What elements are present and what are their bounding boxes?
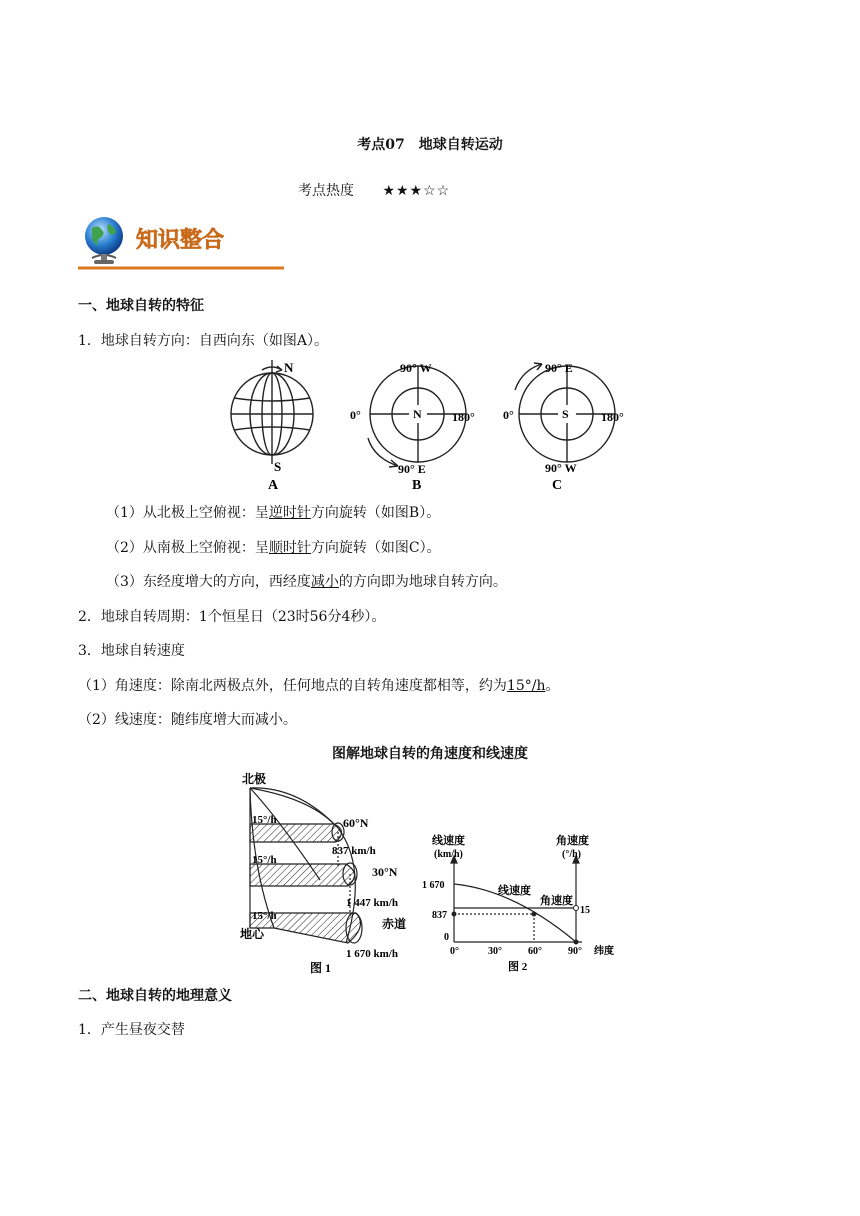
fig1-equator: 赤道: [382, 917, 407, 931]
sub-item-3: [106, 571, 507, 591]
fig1-north-pole: 北极: [242, 772, 267, 786]
globe-b-caption: B: [412, 478, 422, 493]
fig2-ylabel-left: 线速度: [432, 835, 465, 847]
globe-b-left: 0°: [350, 408, 361, 422]
fig2-tick-0: 0: [444, 932, 449, 943]
fig2-x60: 60°: [528, 946, 542, 957]
fig1-caption: 图 1: [310, 961, 332, 975]
globe-c-caption: C: [552, 478, 563, 493]
page-title: 考点07 地球自转运动: [357, 137, 503, 153]
sub-item-1: [106, 502, 440, 522]
fig2-x0: 0°: [450, 946, 459, 957]
globe-a-caption: A: [268, 478, 279, 493]
globe-c-right: 180°: [601, 410, 624, 424]
globe-c-center: S: [562, 407, 569, 421]
heat-rating: [298, 180, 450, 200]
sub2-b: 方向旋转（如图C）。: [310, 540, 441, 556]
section2-item1: 1．产生昼夜交替: [78, 1022, 185, 1038]
fig1-angle3: 15°/h: [252, 910, 277, 922]
heat-label: 考点热度: [298, 183, 354, 199]
rotation-globes-diagram: [222, 356, 642, 494]
fig1-lat60: 60°N: [343, 816, 369, 830]
sub3-underline: 减小: [310, 574, 339, 590]
sub2-a: （2）从南极上空俯视：呈: [106, 540, 269, 556]
fig1-lat30: 30°N: [372, 865, 398, 879]
globe-a-n: N: [284, 360, 294, 375]
item1-prefix: 1．地球自转方向：: [78, 333, 199, 349]
globe-c-bottom: 90° W: [545, 461, 577, 475]
globe-b-center: N: [413, 407, 422, 421]
figure-1: [238, 768, 428, 978]
fig2-curve-angular: 角速度: [540, 895, 573, 907]
fig2-yunit-left: (km/h): [434, 849, 463, 860]
angular-a: （1）角速度：除南北两极点外，任何地点的自转角速度都相等，约为: [78, 678, 507, 694]
figure-title: 图解地球自转的角速度和线速度: [332, 746, 528, 762]
angular-speed: [78, 675, 559, 695]
globe-c-top: 90° E: [545, 361, 573, 375]
angular-b: 。: [545, 678, 560, 694]
item1-text: 自西向东（如图A）。: [198, 333, 329, 349]
figure-2: [422, 830, 622, 978]
section2-heading: 二、地球自转的地理意义: [78, 988, 232, 1004]
globe-a-s: S: [274, 459, 282, 474]
globe-b-top: 90° W: [400, 361, 432, 375]
fig1-speed60: 837 km/h: [332, 845, 376, 857]
globe-b-right: 180°: [452, 410, 475, 424]
sub1-underline: 逆时针: [268, 505, 311, 521]
fig2-tick-1670: 1 670: [422, 880, 445, 891]
item2: 2．地球自转周期：1个恒星日（23时56分4秒）。: [78, 609, 386, 625]
sub-item-2: [106, 537, 441, 557]
sub3-b: 的方向即为地球自转方向。: [338, 574, 507, 590]
globe-a: [231, 360, 313, 464]
fig2-yunit-right: (°/h): [562, 849, 581, 860]
section-banner: [78, 212, 284, 270]
fig1-angle1: 15°/h: [252, 814, 277, 826]
item1: [78, 330, 328, 350]
fig2-right-15: 15: [580, 905, 590, 916]
sub2-underline: 顺时针: [268, 540, 311, 556]
fig2-xlabel: 纬度: [594, 946, 614, 957]
globe-c-left: 0°: [503, 408, 514, 422]
fig1-center: 地心: [240, 927, 265, 941]
fig2-curve-linear: 线速度: [498, 885, 531, 897]
fig1-angle2: 15°/h: [252, 854, 277, 866]
fig2-ylabel-right: 角速度: [556, 835, 589, 847]
fig2-x90: 90°: [568, 946, 582, 957]
fig1-speed0: 1 670 km/h: [346, 948, 398, 960]
section1-heading: 一、地球自转的特征: [78, 298, 204, 314]
sub1-a: （1）从北极上空俯视：呈: [106, 505, 269, 521]
angular-underline: 15°/h: [506, 678, 546, 694]
fig2-caption: 图 2: [508, 961, 528, 973]
sub3-a: （3）东经度增大的方向，西经度: [106, 574, 311, 590]
globe-b-bottom: 90° E: [398, 462, 426, 476]
linear-speed: （2）线速度：随纬度增大而减小。: [78, 712, 297, 728]
heat-stars: ★★★☆☆: [382, 183, 451, 199]
fig2-x30: 30°: [488, 946, 502, 957]
fig2-tick-837: 837: [432, 910, 447, 921]
globe-icon: [85, 217, 123, 264]
banner-text: 知识整合: [136, 227, 225, 252]
fig1-speed30: 1 447 km/h: [346, 897, 398, 909]
item3: 3．地球自转速度: [78, 643, 185, 659]
sub1-b: 方向旋转（如图B）。: [310, 505, 441, 521]
